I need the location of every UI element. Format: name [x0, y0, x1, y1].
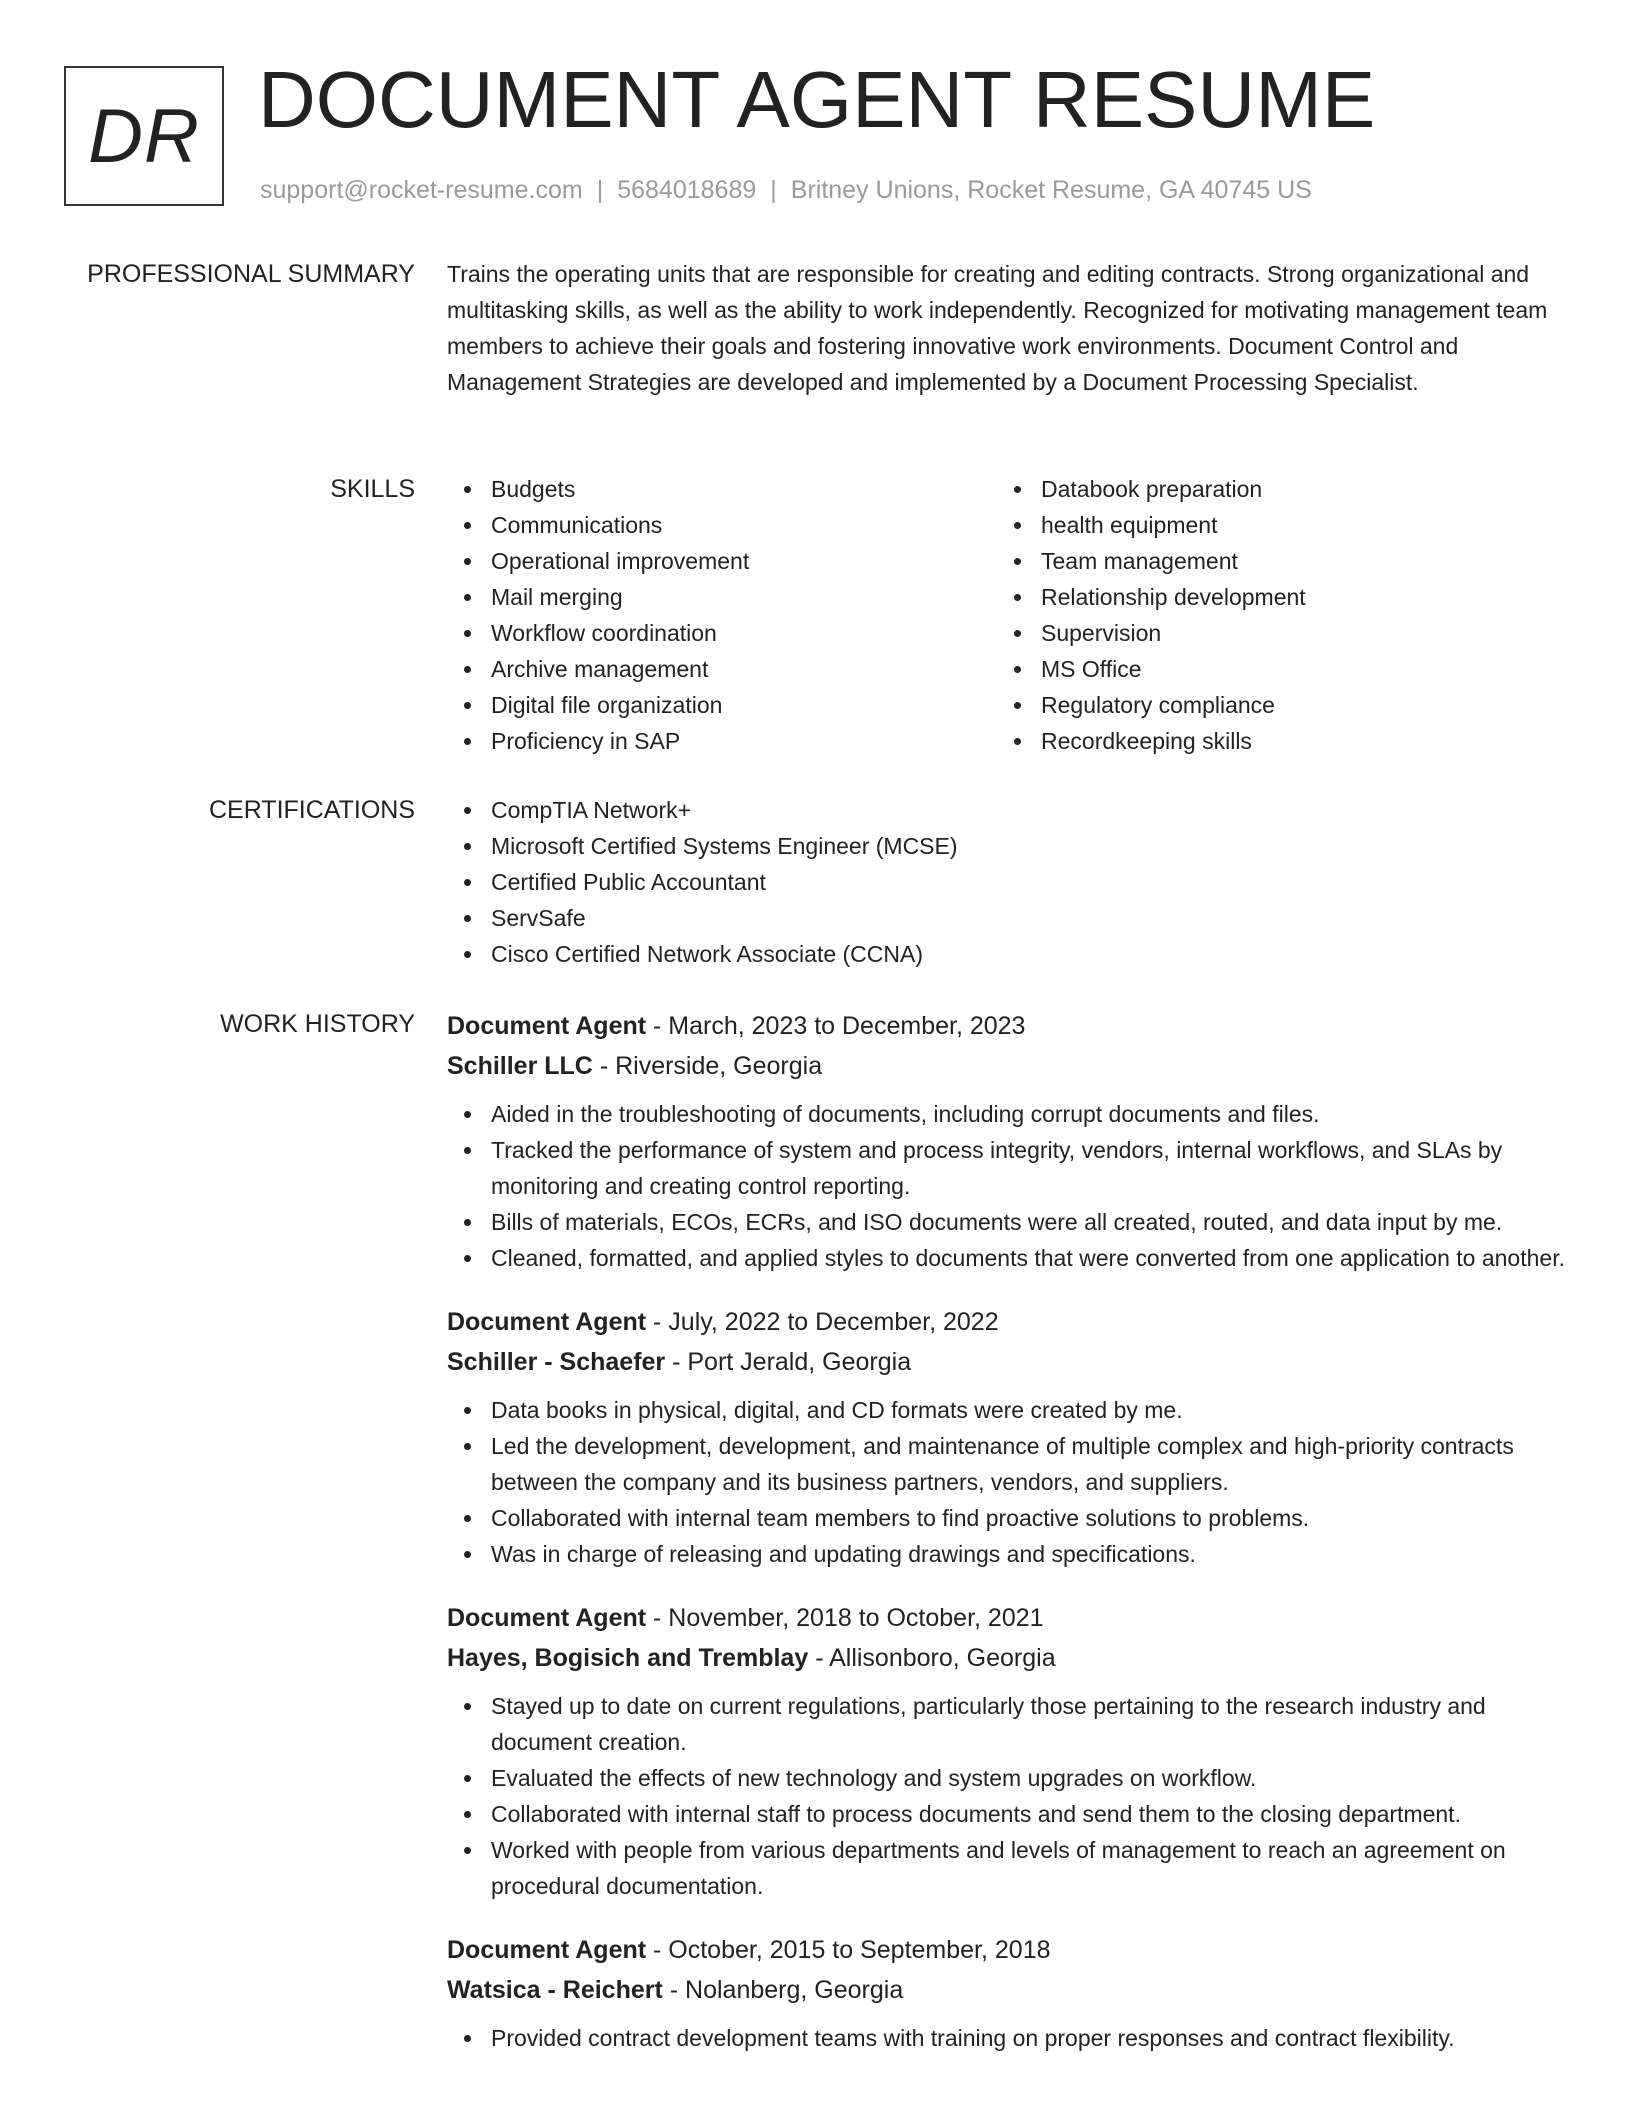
job-bullet: Worked with people from various departments and levels of management to reach an agreement on procedural documentation.: [447, 1832, 1567, 1904]
resume-title: DOCUMENT AGENT RESUME: [258, 55, 1376, 144]
skill-item: Supervision: [997, 615, 1547, 651]
skill-item: Regulatory compliance: [997, 687, 1547, 723]
skill-item: Proficiency in SAP: [447, 723, 997, 759]
certification-item: Certified Public Accountant: [447, 864, 1567, 900]
skill-item: Relationship development: [997, 579, 1547, 615]
job-title-line: [447, 1930, 1567, 1970]
contact-separator: |: [770, 176, 777, 204]
job-company: Hayes, Bogisich and Tremblay: [447, 1644, 809, 1672]
contact-email[interactable]: support@rocket-resume.com: [260, 176, 583, 204]
skill-item: Digital file organization: [447, 687, 997, 723]
skills-column-right: [997, 471, 1547, 759]
skill-item: Workflow coordination: [447, 615, 997, 651]
job-dates: - October, 2015 to September, 2018: [646, 1936, 1051, 1964]
monogram-logo: DR: [64, 66, 224, 206]
job-company-line: [447, 1342, 1567, 1382]
skill-item: Mail merging: [447, 579, 997, 615]
skill-item: Budgets: [447, 471, 997, 507]
contact-address: Britney Unions, Rocket Resume, GA 40745 US: [790, 176, 1312, 204]
job-dates: - July, 2022 to December, 2022: [646, 1308, 999, 1336]
job-company-line: [447, 1970, 1567, 2010]
job-company: Schiller LLC: [447, 1052, 593, 1080]
job-bullet: Cleaned, formatted, and applied styles to documents that were converted from one application to another.: [447, 1240, 1567, 1276]
job-bullet: Aided in the troubleshooting of documents, including corrupt documents and files.: [447, 1096, 1567, 1132]
contact-separator: |: [596, 176, 604, 204]
job-title-line: [447, 1006, 1567, 1046]
job-title: Document Agent: [447, 1936, 647, 1964]
job-location: - Nolanberg, Georgia: [662, 1976, 904, 2004]
job-dates: - November, 2018 to October, 2021: [646, 1604, 1044, 1632]
skill-item: Operational improvement: [447, 543, 997, 579]
job-bullet: Data books in physical, digital, and CD formats were created by me.: [447, 1392, 1567, 1428]
job-company: Schiller - Schaefer: [447, 1348, 666, 1376]
job-entry: [447, 1006, 1567, 1276]
job-bullet: Provided contract development teams with training on proper responses and contract flexibility.: [447, 2020, 1567, 2056]
job-bullet: Bills of materials, ECOs, ECRs, and ISO documents were all created, routed, and data input by me.: [447, 1204, 1567, 1240]
skill-item: Databook preparation: [997, 471, 1547, 507]
job-location: - Riverside, Georgia: [592, 1052, 823, 1080]
summary-text: Trains the operating units that are responsible for creating and editing contracts. Strong organizational and multitasking skills, as well as the ability to work independently. Recognized for motivating management team members to achieve their goals and fostering innovative work environments. Document Control and Management Strategies are developed and implemented by a Document Processing Specialist.: [447, 261, 1548, 395]
skill-item: Recordkeeping skills: [997, 723, 1547, 759]
job-dates: - March, 2023 to December, 2023: [646, 1012, 1026, 1040]
job-bullet: Collaborated with internal staff to process documents and send them to the closing department.: [447, 1796, 1567, 1832]
job-title-line: [447, 1598, 1567, 1638]
certification-item: Cisco Certified Network Associate (CCNA): [447, 936, 1567, 972]
contact-phone[interactable]: 5684018689: [617, 176, 757, 204]
section-heading-certifications: CERTIFICATIONS: [208, 796, 415, 824]
job-title: Document Agent: [447, 1012, 647, 1040]
skill-item: MS Office: [997, 651, 1547, 687]
certification-item: CompTIA Network+: [447, 792, 1567, 828]
job-bullet: Stayed up to date on current regulations, particularly those pertaining to the research industry and document creation.: [447, 1688, 1567, 1760]
job-company: Watsica - Reichert: [447, 1976, 663, 2004]
job-company-line: [447, 1046, 1567, 1086]
job-company-line: [447, 1638, 1567, 1678]
skills-column-left: [447, 471, 997, 759]
job-entry: [447, 1302, 1567, 1572]
section-heading-work-history: WORK HISTORY: [220, 1010, 415, 1038]
certification-item: Microsoft Certified Systems Engineer (MCSE): [447, 828, 1567, 864]
skill-item: health equipment: [997, 507, 1547, 543]
job-bullet: Led the development, development, and maintenance of multiple complex and high-priority contracts between the company and its business partners, vendors, and suppliers.: [447, 1428, 1567, 1500]
job-bullet: Tracked the performance of system and process integrity, vendors, internal workflows, and SLAs by monitoring and creating control reporting.: [447, 1132, 1567, 1204]
job-entry: [447, 1598, 1567, 1904]
skill-item: Archive management: [447, 651, 997, 687]
contact-line: [260, 174, 1312, 206]
job-location: - Allisonboro, Georgia: [808, 1644, 1056, 1672]
section-heading-skills: SKILLS: [330, 475, 415, 503]
skill-item: Team management: [997, 543, 1547, 579]
job-title-line: [447, 1302, 1567, 1342]
job-bullet: Was in charge of releasing and updating drawings and specifications.: [447, 1536, 1567, 1572]
job-title: Document Agent: [447, 1308, 647, 1336]
job-entry: [447, 1930, 1567, 2056]
job-title: Document Agent: [447, 1604, 647, 1632]
job-bullet: Evaluated the effects of new technology and system upgrades on workflow.: [447, 1760, 1567, 1796]
skill-item: Communications: [447, 507, 997, 543]
certification-item: ServSafe: [447, 900, 1567, 936]
job-location: - Port Jerald, Georgia: [665, 1348, 912, 1376]
job-bullet: Collaborated with internal team members to find proactive solutions to problems.: [447, 1500, 1567, 1536]
section-heading-summary: PROFESSIONAL SUMMARY: [87, 260, 415, 288]
